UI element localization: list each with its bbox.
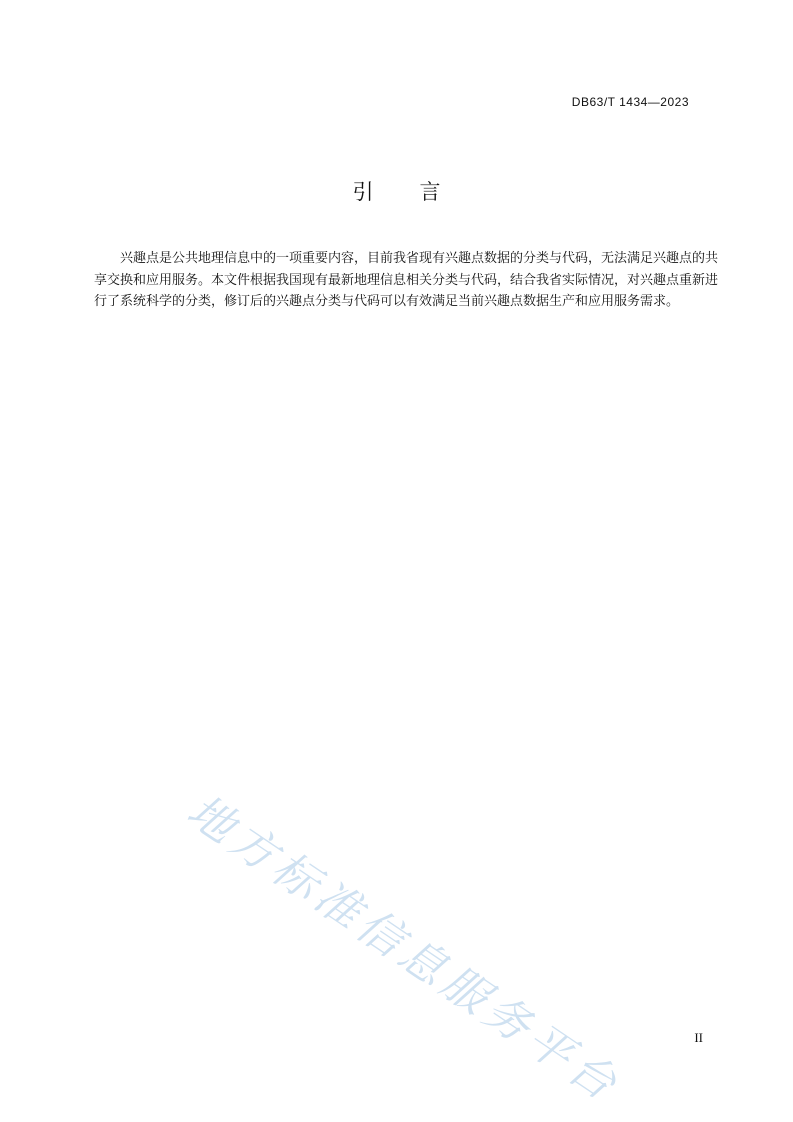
- section-title: 引言: [352, 180, 487, 204]
- page-number: II: [694, 1030, 703, 1045]
- introduction-paragraph: 兴趣点是公共地理信息中的一项重要内容，目前我省现有兴趣点数据的分类与代码，无法满足兴趣点的共享交换和应用服务。本文件根据我国现有最新地理信息相关分类与代码，结合我省实际情况，对兴趣点重新进行了系统科学的分类，修订后的兴趣点分类与代码可以有效满足当前兴趣点数据生产和应用服务需求。: [94, 251, 719, 309]
- document-code: DB63/T 1434—2023: [571, 95, 689, 109]
- watermark: 地方标准信息服务平台: [177, 783, 631, 1113]
